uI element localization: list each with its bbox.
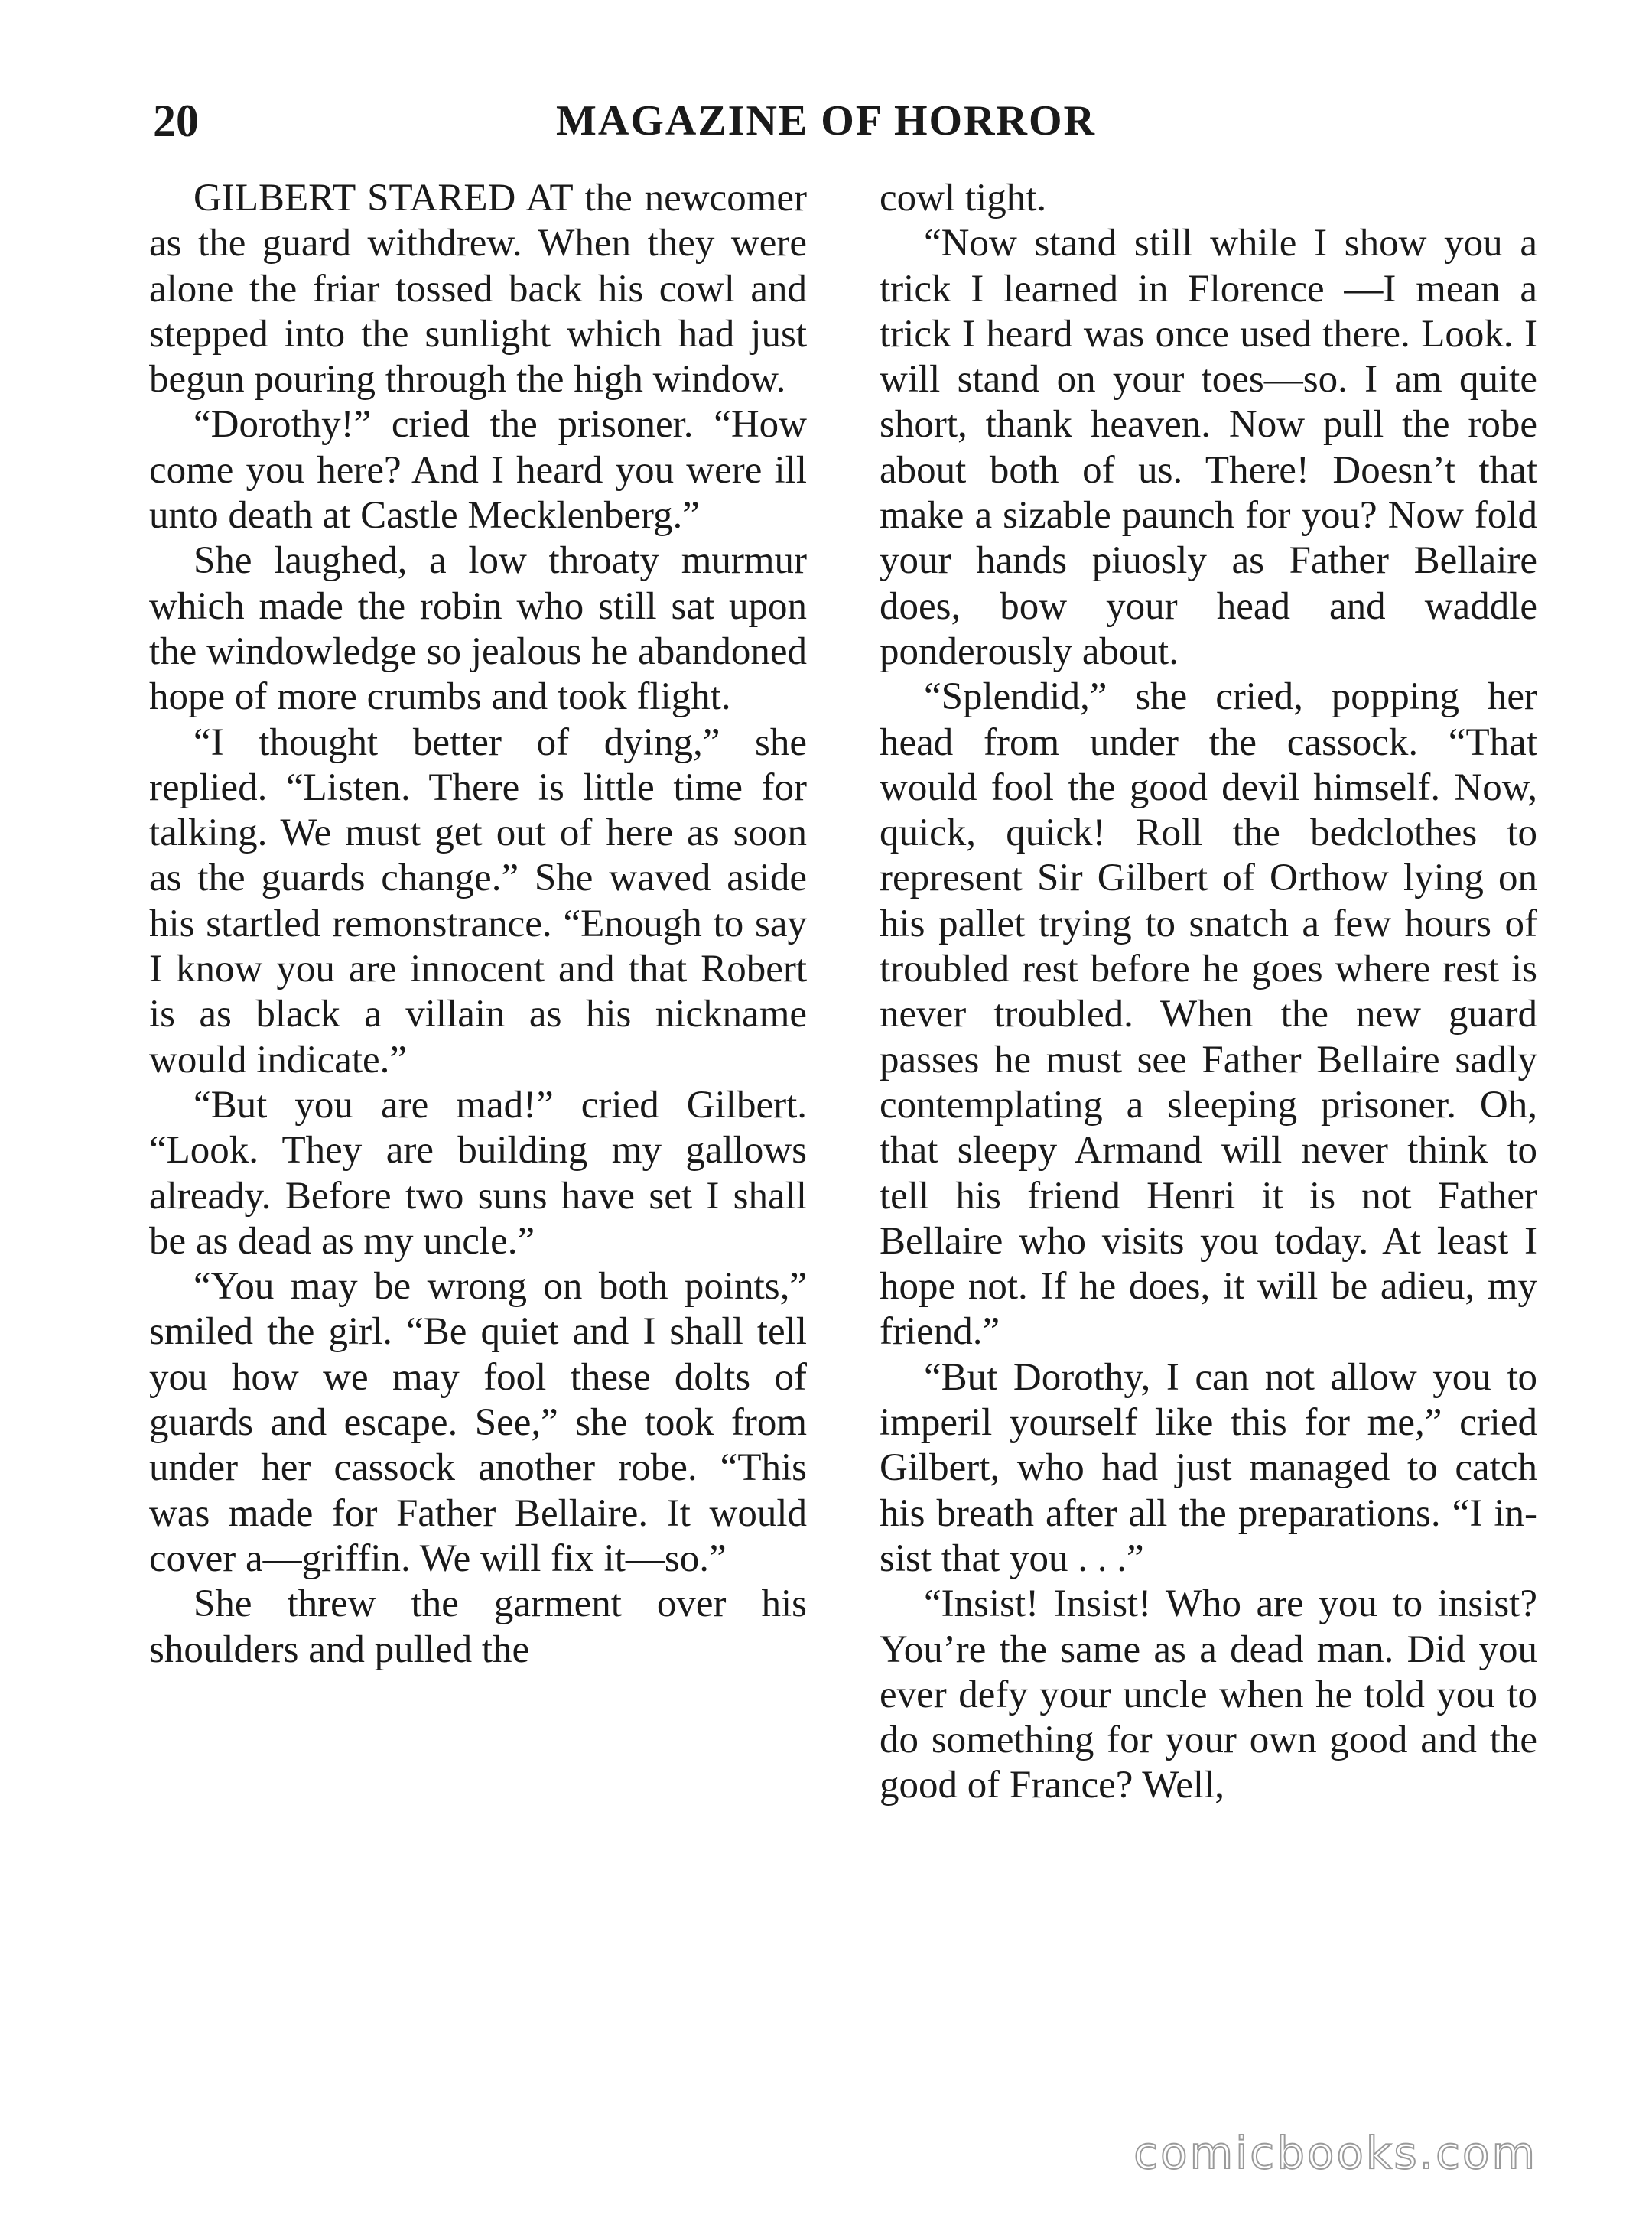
paragraph: “Insist! Insist! Who are you to insist? You’re the same as a dead man. Did you ever defy your uncle when he told you to do something for your own good and the good of France? Well, [880,1582,1537,1807]
paragraph: “Splendid,” she cried, popping her head from under the cassock. “That would fool the good devil himself. Now, quick, quick! Roll the bedclothes to represent Sir Gilbert of Orthow lying on his pallet trying to snatch a few hours of troubled rest before he goes where rest is never troubled. When the new guard passes he must see Father Bellaire sadly contemplating a sleeping prisoner. Oh, that sleepy Armand will never think to tell his friend Henri it is not Father Bellaire who visits you today. At least I hope not. If he does, it will be adieu, my friend.” [880,675,1537,1354]
paragraph: “But Dorothy, I can not allow you to imperil yourself like this for me,” cried Gilbert, who had just managed to catch his breath after all the preparations. “I insist that you . . .” [880,1355,1537,1580]
paragraph: “You may be wrong on both points,” smiled the girl. “Be quiet and I shall tell you how we may fool these dolts of guards and escape. See,” she took from under her cassock another robe. “This was made for Father Bellaire. It would cover a—griffin. We will fix it—so.” [149,1265,807,1580]
watermark: comicbooks.com [1133,2127,1537,2179]
paragraph-continued: cowl tight. [880,177,1047,220]
paragraph: She laughed, a low throaty murmur which made the robin who still sat upon the windowledge so jealous he abandoned hope of more crumbs and took flight. [149,539,807,719]
paragraph: “I thought better of dying,” she replied. “Listen. There is little time for talking. We must get out of here as soon as the guards change.” She waved aside his startled remonstrance. “Enough to say I know you are innocent and that Robert is as black a villain as his nickname would indicate.” [149,720,807,1081]
paragraph: “But you are mad!” cried Gilbert. “Look. They are building my gallows already. Before two suns have set I shall be as dead as my uncle.” [149,1083,807,1263]
page-number: 20 [153,96,199,146]
left-column [149,176,807,2134]
running-head: MAGAZINE OF HORROR [556,97,1096,145]
paragraph: “Now stand still while I show you a trick I learned in Florence —I mean a trick I heard was once used there. Look. I will stand on your toes—so. I am quite short, thank heaven. Now pull the robe about both of us. There! Doesn’t that make a sizable paunch for you? Now fold your hands piuosly as Father Bellaire does, bow your head and waddle ponderously about. [880,222,1537,673]
paragraph: GILBERT STARED AT the newcomer as the guard withdrew. When they were alone the friar tossed back his cowl and stepped into the sunlight which had just begun pouring through the high window. [149,177,807,402]
right-column [880,176,1537,2134]
paragraph: “Dorothy!” cried the prisoner. “How come you here? And I heard you were ill unto death at Castle Mecklenberg.” [149,403,807,538]
page-header [0,90,1652,151]
paragraph: She threw the garment over his shoulders and pulled the [149,1582,807,1671]
